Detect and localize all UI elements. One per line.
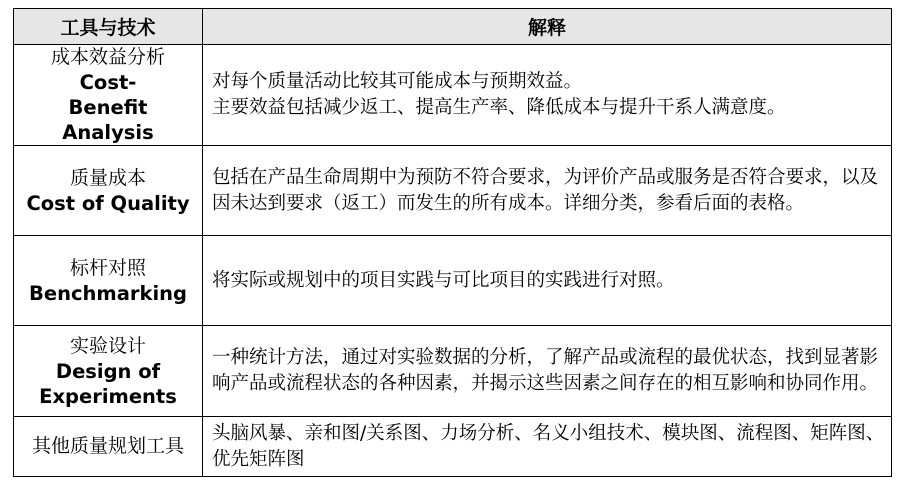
explanation-cell: 头脑风暴、亲和图/关系图、力场分析、名义小组技术、模块图、流程图、矩阵图、优先矩阵图 [203,417,892,477]
table-row [14,417,892,477]
tool-name-cn: 实验设计 [69,334,146,357]
header-explanation: 解释 [203,9,892,45]
tool-name-en: Cost of Quality [26,191,190,215]
table-row [14,326,892,417]
table-row [14,146,892,236]
explanation-cell: 将实际或规划中的项目实践与可比项目的实践进行对照。 [203,236,892,326]
tool-cell [14,146,203,236]
explanation-cell: 包括在产品生命周期中为预防不符合要求，为评价产品或服务是否符合要求，以及因未达到要求（返工）而发生的所有成本。详细分类，参看后面的表格。 [203,146,892,236]
table-header-row [14,9,892,45]
tool-name-cn: 其他质量规划工具 [31,435,184,457]
tool-name-cn: 成本效益分析 [50,46,165,68]
quality-planning-tools-table [13,8,892,477]
tool-cell [14,417,203,477]
tool-name-cn: 质量成本 [69,166,146,189]
tool-cell [14,326,203,417]
explanation-cell: 一种统计方法，通过对实验数据的分析，了解产品或流程的最优状态，找到显著影响产品或流程状态的各种因素，并揭示这些因素之间存在的相互影响和协同作用。 [203,326,892,417]
tool-name-cn: 标杆对照 [69,256,146,279]
tool-cell [14,45,203,146]
table-row [14,45,892,146]
quality-planning-tools-table-container [13,8,891,477]
header-tool: 工具与技术 [14,9,203,45]
explanation-cell: 对每个质量活动比较其可能成本与预期效益。 主要效益包括减少返工、提高生产率、降低成本与提升干系人满意度。 [203,45,892,146]
table-row [14,236,892,326]
tool-name-en: Benchmarking [29,281,187,305]
tool-name-en: Cost-Benefit Analysis [62,71,154,144]
tool-name-en: Design of Experiments [39,359,177,408]
tool-cell [14,236,203,326]
